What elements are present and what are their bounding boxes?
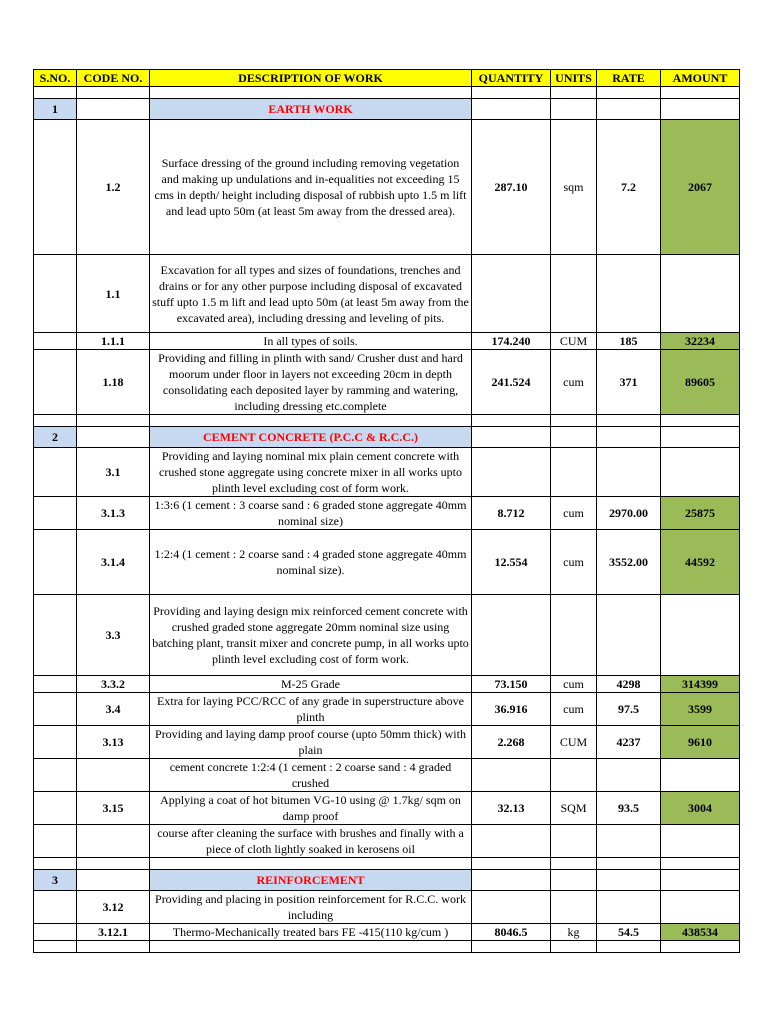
description-cell: Providing and laying design mix reinforced cement concrete with crushed graded stone aggregate 20mm nominal size using batching plant, transit mixer and concrete pump, in all works upto plinth level excluding cost of form work. xyxy=(150,595,472,676)
quantity-cell: 32.13 xyxy=(472,792,551,825)
rate-cell: 185 xyxy=(597,333,661,350)
rate-cell: 4237 xyxy=(597,726,661,759)
section-title: EARTH WORK xyxy=(150,99,472,120)
amount-cell: 2067 xyxy=(661,120,740,255)
empty-cell xyxy=(661,941,740,953)
section-row xyxy=(34,870,740,891)
empty-cell xyxy=(77,870,150,891)
units-cell: cum xyxy=(551,497,597,530)
description-cell: Excavation for all types and sizes of foundations, trenches and drains or for any other purpose including disposal of excavated stuff upto 1.5 m lift and lead upto 50m (at least 5m away from the excavated area), including dressing and leveling of pits. xyxy=(150,255,472,333)
empty-cell xyxy=(661,858,740,870)
empty-cell xyxy=(34,87,77,99)
rate-cell: 97.5 xyxy=(597,693,661,726)
empty-cell xyxy=(77,941,150,953)
description-cell: Applying a coat of hot bitumen VG-10 using @ 1.7kg/ sqm on damp proof xyxy=(150,792,472,825)
sno-cell xyxy=(34,924,77,941)
empty-cell xyxy=(150,941,472,953)
sno-cell xyxy=(34,891,77,924)
boq-table xyxy=(33,69,740,953)
table-row xyxy=(34,350,740,415)
units-cell: cum xyxy=(551,530,597,595)
table-row xyxy=(34,497,740,530)
code-cell: 3.4 xyxy=(77,693,150,726)
quantity-cell xyxy=(472,759,551,792)
code-cell xyxy=(77,825,150,858)
sno-cell xyxy=(34,825,77,858)
empty-cell xyxy=(661,427,740,448)
sno-cell xyxy=(34,595,77,676)
empty-cell xyxy=(472,870,551,891)
header-quantity: QUANTITY xyxy=(472,70,551,87)
header-description: DESCRIPTION OF WORK xyxy=(150,70,472,87)
empty-cell xyxy=(597,941,661,953)
table-row xyxy=(34,924,740,941)
code-cell xyxy=(77,759,150,792)
rate-cell: 4298 xyxy=(597,676,661,693)
amount-cell: 438534 xyxy=(661,924,740,941)
sno-cell xyxy=(34,255,77,333)
code-cell: 3.13 xyxy=(77,726,150,759)
table-row xyxy=(34,595,740,676)
quantity-cell: 36.916 xyxy=(472,693,551,726)
units-cell: cum xyxy=(551,676,597,693)
amount-cell: 314399 xyxy=(661,676,740,693)
sno-cell xyxy=(34,726,77,759)
description-cell: In all types of soils. xyxy=(150,333,472,350)
section-number: 2 xyxy=(34,427,77,448)
table-row xyxy=(34,759,740,792)
rate-cell: 54.5 xyxy=(597,924,661,941)
description-cell: cement concrete 1:2:4 (1 cement : 2 coarse sand : 4 graded crushed xyxy=(150,759,472,792)
amount-cell xyxy=(661,448,740,497)
section-title: CEMENT CONCRETE (P.C.C & R.C.C.) xyxy=(150,427,472,448)
table-row xyxy=(34,255,740,333)
table-row xyxy=(34,792,740,825)
rate-cell: 2970.00 xyxy=(597,497,661,530)
code-cell: 3.1 xyxy=(77,448,150,497)
empty-cell xyxy=(77,858,150,870)
rate-cell xyxy=(597,825,661,858)
code-cell: 3.12.1 xyxy=(77,924,150,941)
quantity-cell: 8046.5 xyxy=(472,924,551,941)
amount-cell: 3599 xyxy=(661,693,740,726)
amount-cell xyxy=(661,255,740,333)
units-cell xyxy=(551,595,597,676)
quantity-cell xyxy=(472,825,551,858)
spacer-row xyxy=(34,415,740,427)
header-code: CODE NO. xyxy=(77,70,150,87)
sno-cell xyxy=(34,120,77,255)
units-cell: sqm xyxy=(551,120,597,255)
code-cell: 3.3 xyxy=(77,595,150,676)
sno-cell xyxy=(34,676,77,693)
empty-cell xyxy=(551,941,597,953)
empty-cell xyxy=(472,99,551,120)
section-row xyxy=(34,427,740,448)
quantity-cell xyxy=(472,448,551,497)
description-cell: Extra for laying PCC/RCC of any grade in superstructure above plinth xyxy=(150,693,472,726)
quantity-cell: 2.268 xyxy=(472,726,551,759)
units-cell xyxy=(551,448,597,497)
quantity-cell xyxy=(472,891,551,924)
sno-cell xyxy=(34,497,77,530)
description-cell: 1:3:6 (1 cement : 3 coarse sand : 6 graded stone aggregate 40mm nominal size) xyxy=(150,497,472,530)
empty-cell xyxy=(551,415,597,427)
spacer-row xyxy=(34,941,740,953)
rate-cell xyxy=(597,255,661,333)
table-row xyxy=(34,891,740,924)
section-row xyxy=(34,99,740,120)
code-cell: 1.1 xyxy=(77,255,150,333)
rate-cell: 7.2 xyxy=(597,120,661,255)
rate-cell xyxy=(597,759,661,792)
empty-cell xyxy=(34,858,77,870)
rate-cell xyxy=(597,595,661,676)
sno-cell xyxy=(34,530,77,595)
empty-cell xyxy=(472,415,551,427)
code-cell: 1.2 xyxy=(77,120,150,255)
amount-cell: 3004 xyxy=(661,792,740,825)
table-row xyxy=(34,825,740,858)
empty-cell xyxy=(597,870,661,891)
table-row xyxy=(34,530,740,595)
table-row xyxy=(34,448,740,497)
sno-cell xyxy=(34,350,77,415)
empty-cell xyxy=(34,415,77,427)
code-cell: 3.12 xyxy=(77,891,150,924)
header-rate: RATE xyxy=(597,70,661,87)
empty-cell xyxy=(597,99,661,120)
quantity-cell: 73.150 xyxy=(472,676,551,693)
units-cell xyxy=(551,891,597,924)
code-cell: 1.1.1 xyxy=(77,333,150,350)
empty-cell xyxy=(597,858,661,870)
empty-cell xyxy=(77,87,150,99)
amount-cell xyxy=(661,759,740,792)
amount-cell: 89605 xyxy=(661,350,740,415)
quantity-cell xyxy=(472,255,551,333)
empty-cell xyxy=(472,87,551,99)
spacer-row xyxy=(34,87,740,99)
amount-cell xyxy=(661,891,740,924)
code-cell: 3.1.3 xyxy=(77,497,150,530)
sno-cell xyxy=(34,792,77,825)
rate-cell: 371 xyxy=(597,350,661,415)
description-cell: Providing and filling in plinth with sand/ Crusher dust and hard moorum under floor in layers not exceeding 20cm in depth consolidating each deposited layer by ramming and watering, including dressing etc.complete xyxy=(150,350,472,415)
empty-cell xyxy=(77,427,150,448)
empty-cell xyxy=(551,87,597,99)
amount-cell xyxy=(661,595,740,676)
empty-cell xyxy=(551,99,597,120)
units-cell xyxy=(551,759,597,792)
description-cell: Thermo-Mechanically treated bars FE -415(110 kg/cum ) xyxy=(150,924,472,941)
table-row xyxy=(34,120,740,255)
units-cell xyxy=(551,825,597,858)
description-cell: Surface dressing of the ground including removing vegetation and making up undulations and in-equalities not exceeding 15 cms in depth/ height including disposal of rubbish upto 1.5 m lift and lead upto 50m (at least 5m away from the dressed area). xyxy=(150,120,472,255)
table-row xyxy=(34,693,740,726)
empty-cell xyxy=(551,870,597,891)
rate-cell: 93.5 xyxy=(597,792,661,825)
section-title: REINFORCEMENT xyxy=(150,870,472,891)
units-cell: CUM xyxy=(551,333,597,350)
empty-cell xyxy=(150,415,472,427)
sno-cell xyxy=(34,759,77,792)
section-number: 3 xyxy=(34,870,77,891)
description-cell: 1:2:4 (1 cement : 2 coarse sand : 4 graded stone aggregate 40mm nominal size). xyxy=(150,530,472,595)
code-cell: 3.3.2 xyxy=(77,676,150,693)
description-cell: Providing and laying nominal mix plain cement concrete with crushed stone aggregate using concrete mixer in all works upto plinth level excluding cost of form work. xyxy=(150,448,472,497)
sno-cell xyxy=(34,333,77,350)
description-cell: Providing and placing in position reinforcement for R.C.C. work including xyxy=(150,891,472,924)
table-row xyxy=(34,726,740,759)
empty-cell xyxy=(472,427,551,448)
spacer-row xyxy=(34,858,740,870)
code-cell: 3.15 xyxy=(77,792,150,825)
boq-body xyxy=(34,70,740,953)
quantity-cell: 8.712 xyxy=(472,497,551,530)
empty-cell xyxy=(150,858,472,870)
description-cell: Providing and laying damp proof course (upto 50mm thick) with plain xyxy=(150,726,472,759)
table-row xyxy=(34,676,740,693)
description-cell: course after cleaning the surface with brushes and finally with a piece of cloth lightly soaked in kerosens oil xyxy=(150,825,472,858)
header-amount: AMOUNT xyxy=(661,70,740,87)
table-row xyxy=(34,333,740,350)
empty-cell xyxy=(597,87,661,99)
units-cell: cum xyxy=(551,693,597,726)
empty-cell xyxy=(551,427,597,448)
quantity-cell xyxy=(472,595,551,676)
header-units: UNITS xyxy=(551,70,597,87)
code-cell: 3.1.4 xyxy=(77,530,150,595)
amount-cell xyxy=(661,825,740,858)
header-sno: S.NO. xyxy=(34,70,77,87)
amount-cell: 25875 xyxy=(661,497,740,530)
units-cell: CUM xyxy=(551,726,597,759)
amount-cell: 44592 xyxy=(661,530,740,595)
quantity-cell: 287.10 xyxy=(472,120,551,255)
description-cell: M-25 Grade xyxy=(150,676,472,693)
sno-cell xyxy=(34,693,77,726)
amount-cell: 32234 xyxy=(661,333,740,350)
units-cell: cum xyxy=(551,350,597,415)
empty-cell xyxy=(472,941,551,953)
empty-cell xyxy=(661,415,740,427)
rate-cell: 3552.00 xyxy=(597,530,661,595)
quantity-cell: 12.554 xyxy=(472,530,551,595)
empty-cell xyxy=(661,87,740,99)
rate-cell xyxy=(597,448,661,497)
units-cell: kg xyxy=(551,924,597,941)
amount-cell: 9610 xyxy=(661,726,740,759)
code-cell: 1.18 xyxy=(77,350,150,415)
empty-cell xyxy=(150,87,472,99)
empty-cell xyxy=(472,858,551,870)
header-row xyxy=(34,70,740,87)
empty-cell xyxy=(661,870,740,891)
empty-cell xyxy=(34,941,77,953)
units-cell xyxy=(551,255,597,333)
quantity-cell: 174.240 xyxy=(472,333,551,350)
quantity-cell: 241.524 xyxy=(472,350,551,415)
empty-cell xyxy=(77,99,150,120)
units-cell: SQM xyxy=(551,792,597,825)
empty-cell xyxy=(661,99,740,120)
empty-cell xyxy=(597,415,661,427)
empty-cell xyxy=(597,427,661,448)
empty-cell xyxy=(551,858,597,870)
empty-cell xyxy=(77,415,150,427)
sno-cell xyxy=(34,448,77,497)
section-number: 1 xyxy=(34,99,77,120)
rate-cell xyxy=(597,891,661,924)
